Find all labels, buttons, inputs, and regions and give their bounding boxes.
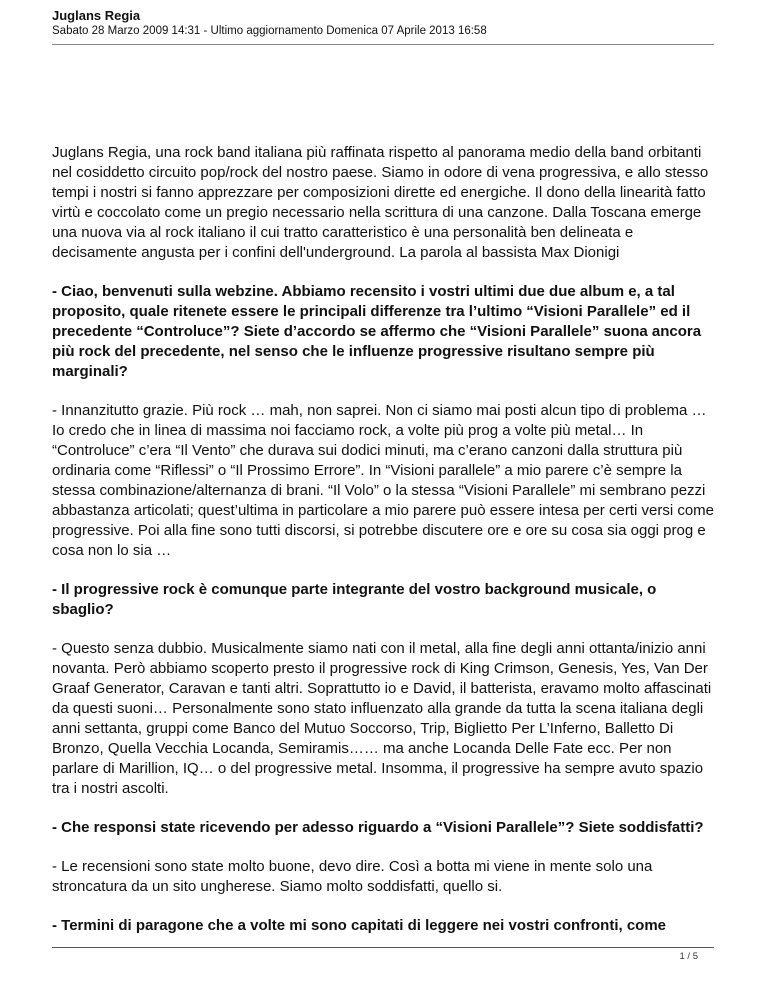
article-body bbox=[52, 143, 722, 955]
interview-answer: - Le recensioni sono state molto buone, devo dire. Così a botta mi viene in mente solo una stroncatura da un sito ungherese. Siamo molto soddisfatti, quello si. bbox=[52, 858, 653, 895]
interview-question: - Ciao, benvenuti sulla webzine. Abbiamo recensito i vostri ultimi due due album e, a tal proposito, quale ritenete essere le principali differenze tra l’ultimo “Visioni Parallele” ed il precedente “Controluce”? Siete d’accordo se affermo che “Visioni Parallele” suona ancora più rock del precedente, nel senso che le influenze progressive risultano sempre più marginali? bbox=[52, 283, 702, 380]
interview-answer: - Questo senza dubbio. Musicalmente siamo nati con il metal, alla fine degli anni ottanta/inizio anni novanta. Però abbiamo scoperto presto il progressive rock di King Crimson, Genesis, Yes, Van Der Graaf Generator, Caravan e tanti altri. Soprattutto io e David, il batterista, eravamo molto affascinati da questi suoni… Personalmente sono stato influenzato alla grande da tutta la scena italiana degli anni settanta, gruppi come Banco del Mutuo Soccorso, Trip, Biglietto Per L’Inferno, Balletto Di Bronzo, Quella Vecchia Locanda, Semiramis…… ma anche Locanda Delle Fate ecc. Per non parlare di Marillion, IQ… o del progressive metal. Insomma, il progressive ha sempre avuto spazio tra i nostri ascolti. bbox=[52, 640, 712, 797]
interview-question: - Che responsi state ricevendo per adesso riguardo a “Visioni Parallele”? Siete soddisfatti? bbox=[52, 819, 704, 836]
intro-paragraph: Juglans Regia, una rock band italiana più raffinata rispetto al panorama medio della band orbitanti nel cosiddetto circuito pop/rock del nostro paese. Siamo in odore di vena progressiva, e allo stesso tempi i nostri si fanno apprezzare per composizioni dirette ed energiche. Il dono della linearità fatto virtù e coccolato come un pregio necessario nella scrittura di una canzone. Dalla Toscana emerge una nuova via al rock italiano il cui tratto caratteristico è una personalità ben delineata e decisamente angusta per i confini dell'underground. La parola al bassista Max Dionigi bbox=[52, 144, 709, 261]
article-title: Juglans Regia bbox=[52, 8, 141, 23]
document-header bbox=[52, 8, 714, 45]
page-number: 1 / 5 bbox=[679, 951, 698, 962]
interview-answer: - Innanzitutto grazie. Più rock … mah, non saprei. Non ci siamo mai posti alcun tipo di problema … Io credo che in linea di massima noi facciamo rock, a volte più prog a volte più metal… In “Controluce” c’era “Il Vento” che durava sui dodici minuti, ma c’erano canzoni dalla struttura più ordinaria come “Riflessi” o “Il Prossimo Errore”. In “Visioni parallele” a mio parere c’è sempre la stessa combinazione/alternanza di brani. “Il Volo” o la stessa “Visioni Parallele” mi sembrano pezzi abbastanza articolati; quest’ultima in particolare a mio parere può essere intesa per certi versi come progressive. Poi alla fine sono tutti discorsi, si potrebbe discutere ore e ore su cosa sia oggi prog e cosa non lo sia … bbox=[52, 402, 714, 559]
interview-question: - Termini di paragone che a volte mi sono capitati di leggere nei vostri confronti, come bbox=[52, 917, 667, 934]
interview-question: - Il progressive rock è comunque parte integrante del vostro background musicale, o sbaglio? bbox=[52, 581, 657, 618]
page-footer bbox=[52, 947, 714, 962]
article-date: Sabato 28 Marzo 2009 14:31 - Ultimo aggiornamento Domenica 07 Aprile 2013 16:58 bbox=[52, 25, 487, 37]
